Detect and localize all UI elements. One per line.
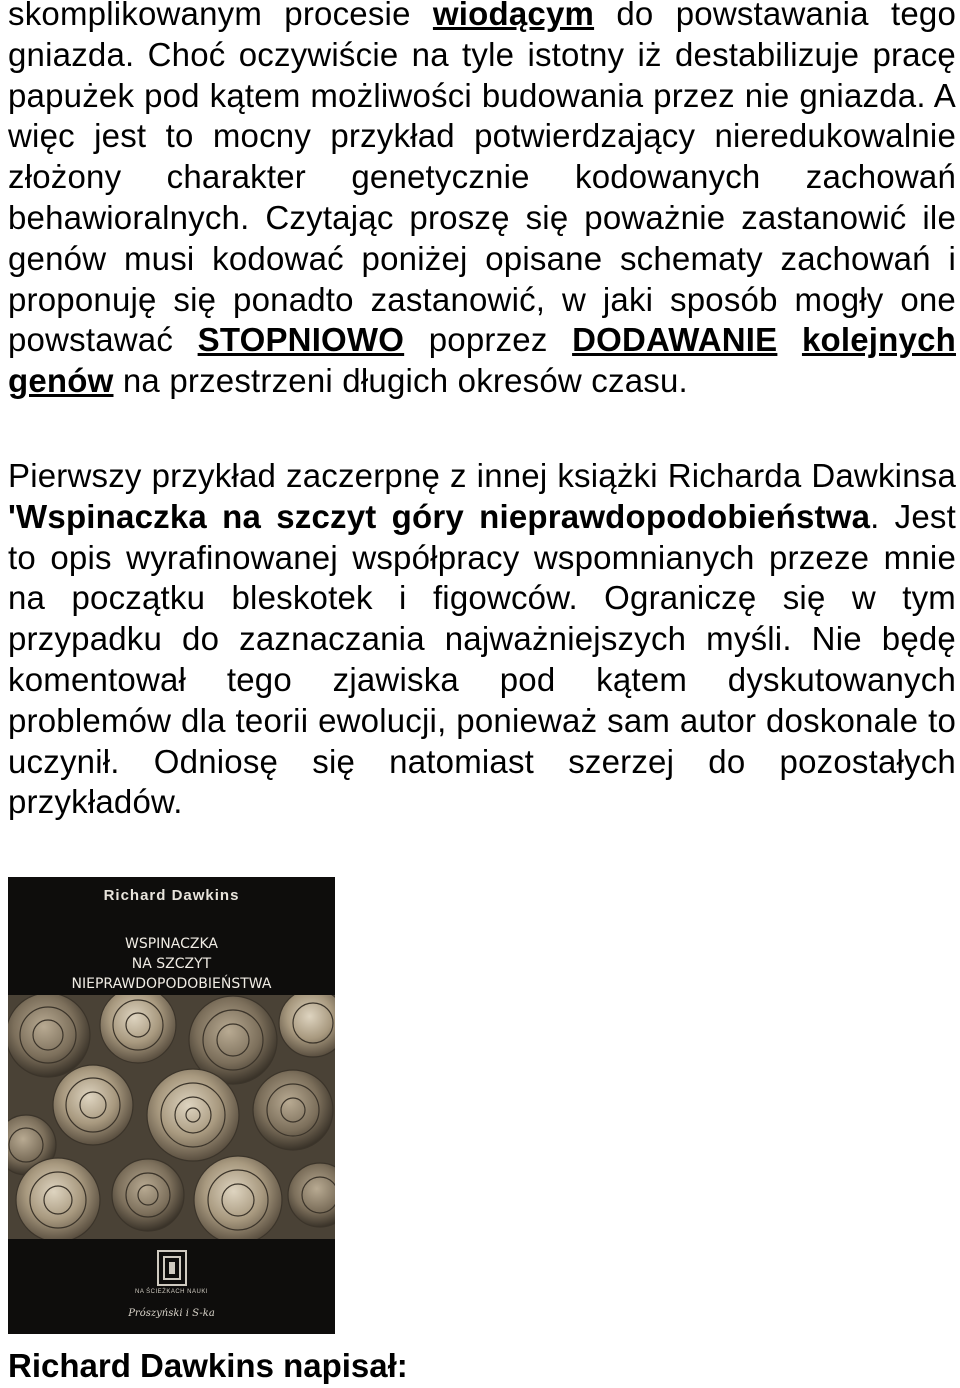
text-segment: poprzez (404, 321, 573, 359)
underlined-term-stopniowo: STOPNIOWO (197, 321, 405, 359)
cover-title-line: NIEPRAWDOPODOBIEŃSTWA (71, 976, 272, 992)
text-segment: do powstawania tego gniazda. Choć oczywiście na tyle istotny iż destabilizuje pracę papużek pod kątem możliwości budowania przez nie gniazda. A więc jest to mocny przykład potwierdzający nieredukowalnie złożony charakter genetycznie kodowanych zachowań behawioralnych. Czytając proszę się poważnie zastanowić ile genów musi kodować poniżej opisane schematy zachowań i proponuję się ponadto zastanowić, w jaki sposób mogły one powstawać (8, 0, 956, 359)
publisher-logo-icon (154, 1249, 190, 1289)
cover-publisher: Prószyński i S-ka (128, 1308, 215, 1319)
cover-author: Richard Dawkins (103, 887, 240, 904)
paragraph-1 (8, 0, 956, 402)
text-segment: na przestrzeni długich okresów czasu. (113, 362, 688, 400)
logo-caption: NA ŚCIEŻKACH NAUKI (134, 1289, 208, 1295)
underlined-term-wiodacym: wiodącym (432, 0, 595, 32)
text-segment (777, 321, 802, 358)
text-segment: Pierwszy przykład zaczerpnę z innej książki Richarda Dawkinsa (8, 457, 956, 494)
text-segment: skomplikowanym procesie (8, 0, 433, 32)
cover-title-line: WSPINACZKA (125, 936, 218, 952)
underlined-term-dodawanie: DODAWANIE (572, 321, 778, 359)
book-title-bold: 'Wspinaczka na szczyt góry nieprawdopodobieństwa (8, 497, 871, 535)
ammonite-fossils-illustration (8, 995, 335, 1239)
underlined-term-kolejnych-genow: kolejnych genów (8, 321, 956, 400)
paragraph-2 (8, 456, 956, 823)
cover-title-line: NA SZCZYT (131, 956, 212, 972)
cover-title (8, 934, 335, 994)
section-heading: Richard Dawkins napisał: (8, 1347, 408, 1384)
text-segment: . Jest to opis wyrafinowanej współpracy wspomnianych przeze mnie na początku bleskotek i figowców. Ograniczę się w tym przypadku do zaznaczania najważniejszych myśli. Nie będę komentował tego zjawiska pod kątem dyskutowanych problemów dla teorii ewolucji, ponieważ sam autor doskonale to uczynił. Odniosę się natomiast szerzej do pozostałych przykładów. (8, 497, 956, 821)
book-cover-image (8, 877, 335, 1334)
